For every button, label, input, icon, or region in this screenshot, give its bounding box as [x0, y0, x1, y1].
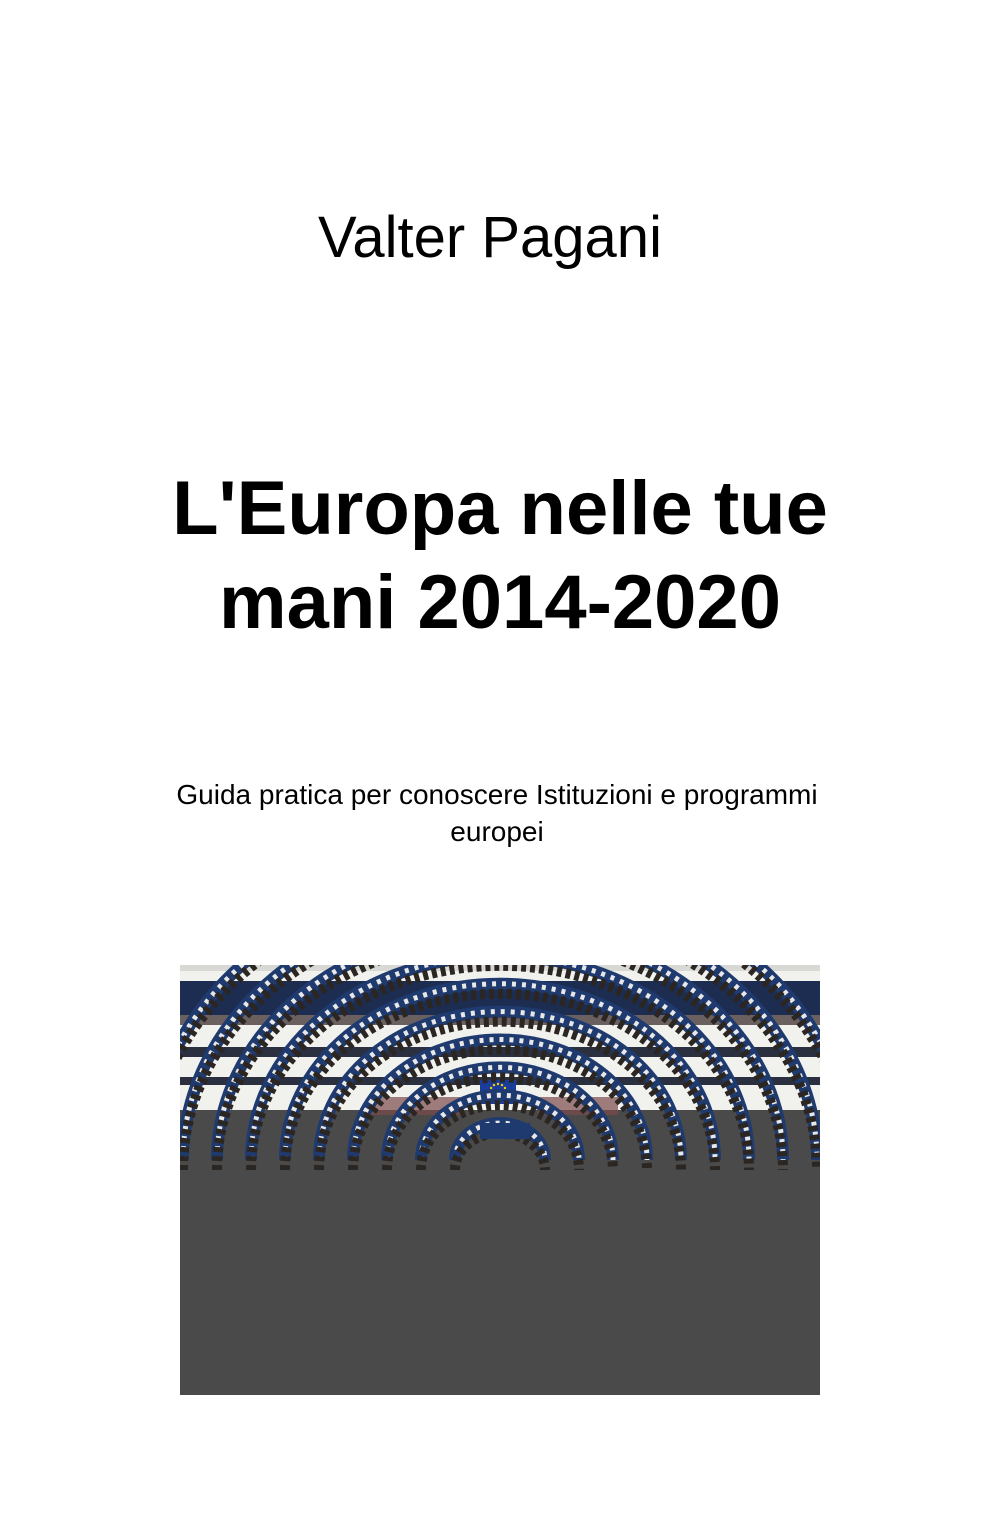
- flag-star: [493, 1084, 495, 1086]
- title-line-1: L'Europa nelle tue: [172, 466, 828, 551]
- flag-star: [501, 1084, 503, 1086]
- author-name: Valter Pagani: [318, 205, 662, 270]
- subtitle-line-2: europei: [450, 816, 544, 847]
- flag-star: [497, 1083, 499, 1085]
- flag-star: [490, 1087, 492, 1089]
- flag-star: [504, 1087, 506, 1089]
- subtitle-line-1: Guida pratica per conoscere Istituzioni e programmi: [176, 779, 818, 810]
- parliament-photo: [180, 965, 820, 1395]
- book-subtitle: [0, 776, 994, 850]
- book-title: [0, 462, 1000, 650]
- title-line-2: mani 2014-2020: [219, 560, 781, 645]
